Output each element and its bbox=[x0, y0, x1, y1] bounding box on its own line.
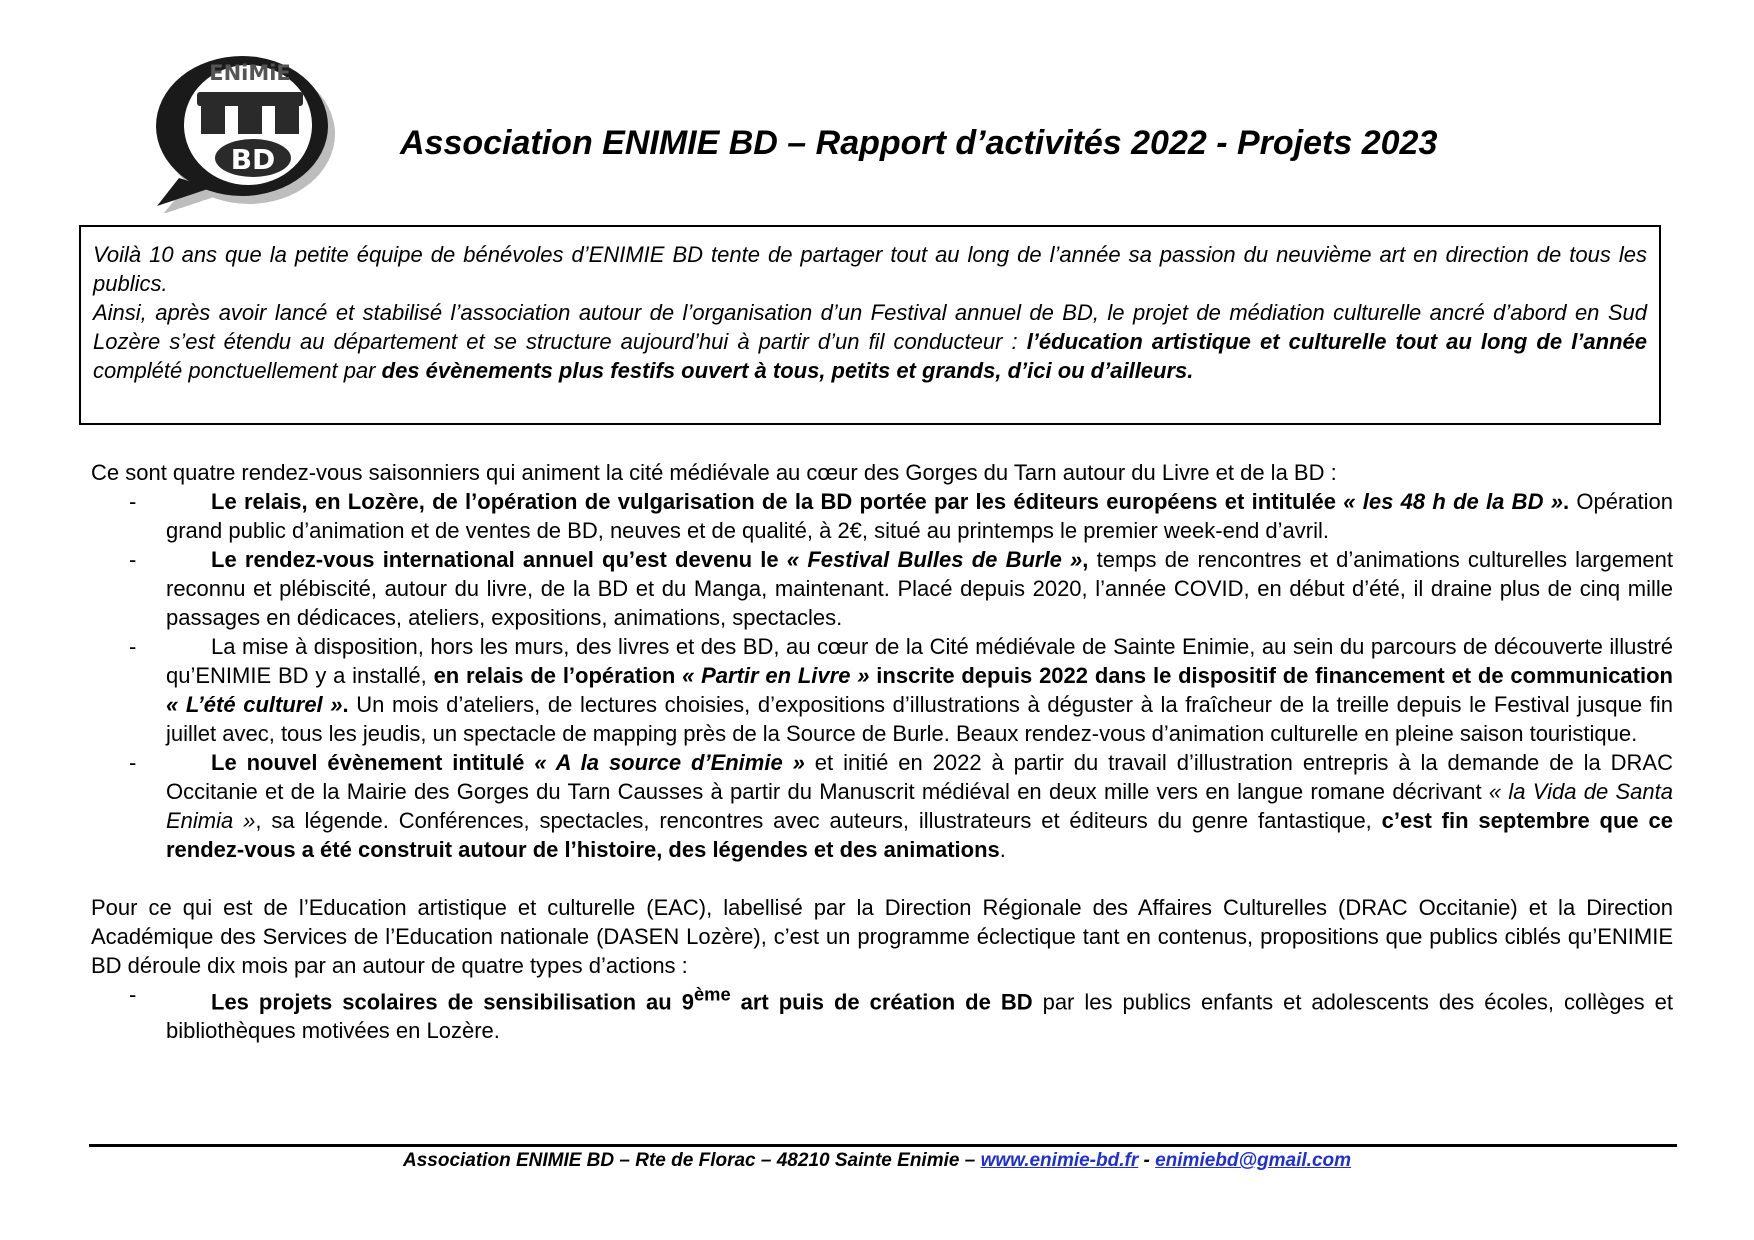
item-emphasis: . bbox=[342, 692, 349, 717]
item-emphasis: inscrite depuis 2022 dans le dispositif de financement et de communication bbox=[869, 663, 1673, 688]
item-text: et initié en 2022 à partir du travail d’illustration entrepris à la demande de la DRAC Occitanie et de la Mairie des Gorges du Tarn Causses à partir du Manuscrit médiéval en deux mille vers en langue romane décrivant bbox=[166, 750, 1673, 804]
footer-address: Association ENIMIE BD – Rte de Florac – 48210 Sainte Enimie – bbox=[402, 1150, 981, 1171]
footer-divider bbox=[89, 1144, 1677, 1147]
item-text: Opération grand public d’animation et de ventes de BD, neuves et de qualité, à 2€, situé au printemps le premier week-end d’avril. bbox=[166, 489, 1673, 543]
item-quote: « la Vida de Santa Enimia » bbox=[166, 779, 1673, 833]
item-emphasis: en relais de l’opération bbox=[433, 663, 683, 688]
events-list bbox=[91, 487, 1673, 864]
logo-text-bd: BD bbox=[230, 143, 276, 176]
item-quote: « les 48 h de la BD » bbox=[1343, 489, 1563, 514]
superscript: ème bbox=[693, 984, 731, 1005]
intro-emphasis: l’éducation artistique et culturelle tout au long de l’année bbox=[1026, 329, 1648, 354]
item-emphasis: c’est fin septembre que ce rendez-vous a été construit autour de l’histoire, des légendes et des animations bbox=[166, 808, 1673, 862]
paragraph-spacer bbox=[91, 864, 1673, 893]
footer bbox=[0, 1148, 1754, 1174]
list-bullet: - bbox=[129, 634, 137, 659]
list-item bbox=[91, 545, 1673, 632]
item-text: temps de rencontres et d’animations culturelles largement reconnu et plébiscité, autour du livre, de la BD et du Manga, maintenant. Placé depuis 2020, l’année COVID, en début d’été, il draine plus de cinq mille passages en dédicaces, ateliers, expositions, animations, spectacles. bbox=[166, 547, 1674, 630]
item-text: . bbox=[999, 837, 1006, 862]
eac-actions-list bbox=[91, 980, 1673, 1045]
item-emphasis: art puis de création de BD bbox=[730, 989, 1033, 1015]
item-text: , sa légende. Conférences, spectacles, rencontres avec auteurs, illustrateurs et éditeurs du genre fantastique, bbox=[255, 808, 1382, 833]
email-link[interactable]: enimiebd@gmail.com bbox=[1155, 1150, 1352, 1171]
list-item-text bbox=[166, 748, 1673, 864]
website-link[interactable]: www.enimie-bd.fr bbox=[980, 1150, 1139, 1171]
intro-text: Ainsi, après avoir lancé et stabilisé l’association autour de l’organisation d’un Festival annuel de BD, le projet de médiation culturelle ancré d’abord en Sud Lozère s’est étendu au département et se structure aujourd’hui à partir d’un fil conducteur : bbox=[93, 300, 1647, 354]
document-body bbox=[91, 458, 1673, 1045]
enimie-bd-logo bbox=[145, 38, 345, 213]
item-quote: « L’été culturel » bbox=[166, 692, 343, 717]
item-quote: « Partir en Livre » bbox=[682, 663, 870, 688]
list-bullet: - bbox=[129, 750, 137, 775]
footer-separator: - bbox=[1138, 1150, 1156, 1171]
item-quote: « A la source d’Enimie » bbox=[534, 750, 805, 775]
section1-lead: Ce sont quatre rendez-vous saisonniers qui animent la cité médiévale au cœur des Gorges du Tarn autour du Livre et de la BD : bbox=[91, 460, 1337, 485]
list-item bbox=[91, 748, 1673, 864]
item-emphasis: . bbox=[1562, 489, 1570, 514]
list-bullet: - bbox=[129, 489, 137, 514]
list-item-text bbox=[166, 980, 1673, 1045]
list-item bbox=[91, 632, 1673, 748]
list-item-text bbox=[166, 632, 1673, 748]
list-bullet: - bbox=[129, 547, 137, 572]
item-text: Un mois d’ateliers, de lectures choisies, d’expositions d’illustrations à déguster à la fraîcheur de la treille depuis le Festival jusque fin juillet avec, tous les jeudis, un spectacle de mapping près de la Source de Burle. Beaux rendez-vous d’animation culturelle en pleine saison touristique. bbox=[166, 692, 1673, 746]
item-emphasis: Le relais, en Lozère, de l’opération de vulgarisation de la BD portée par les éditeurs européens et intitulée bbox=[211, 489, 1344, 514]
intro-paragraph-1: Voilà 10 ans que la petite équipe de bénévoles d’ENIMIE BD tente de partager tout au long de l’année sa passion du neuvième art en direction de tous les publics. bbox=[93, 242, 1647, 296]
item-emphasis: Le rendez-vous international annuel qu’est devenu le bbox=[211, 547, 787, 572]
item-emphasis: , bbox=[1082, 547, 1089, 572]
list-item bbox=[91, 487, 1673, 545]
item-text: par les publics enfants et adolescents des écoles, collèges et bibliothèques motivées en Lozère. bbox=[166, 989, 1674, 1044]
item-emphasis: Le nouvel évènement intitulé bbox=[211, 750, 535, 775]
intro-paragraph-2 bbox=[93, 298, 1647, 385]
list-item-text bbox=[166, 545, 1673, 632]
item-quote: « Festival Bulles de Burle » bbox=[786, 547, 1083, 572]
section2-lead: Pour ce qui est de l’Education artistique et culturelle (EAC), labellisé par la Direction Régionale des Affaires Culturelles (DRAC Occitanie) et la Direction Académique des Services de l’Education nationale (DASEN Lozère), c’est un programme éclectique tant en contenus, propositions que publics ciblés qu’ENIMIE BD déroule dix mois par an autour de quatre types d’actions : bbox=[91, 895, 1673, 978]
logo-text-enimie: ENiMiE bbox=[209, 61, 291, 85]
page-title: Association ENIMIE BD – Rapport d’activités 2022 - Projets 2023 bbox=[400, 124, 1438, 162]
intro-emphasis: des évènements plus festifs ouvert à tous, petits et grands, d’ici ou d’ailleurs. bbox=[381, 358, 1194, 383]
item-text: La mise à disposition, hors les murs, des livres et des BD, au cœur de la Cité médiévale de Sainte Enimie, au sein du parcours de découverte illustré qu’ENIMIE BD y a installé, bbox=[166, 634, 1673, 688]
list-bullet: - bbox=[129, 982, 137, 1007]
item-emphasis: Les projets scolaires de sensibilisation au 9 bbox=[211, 989, 694, 1015]
intro-box bbox=[79, 225, 1661, 425]
list-item-text bbox=[166, 487, 1673, 545]
intro-text: complété ponctuellement par bbox=[93, 358, 382, 383]
list-item bbox=[91, 980, 1673, 1045]
